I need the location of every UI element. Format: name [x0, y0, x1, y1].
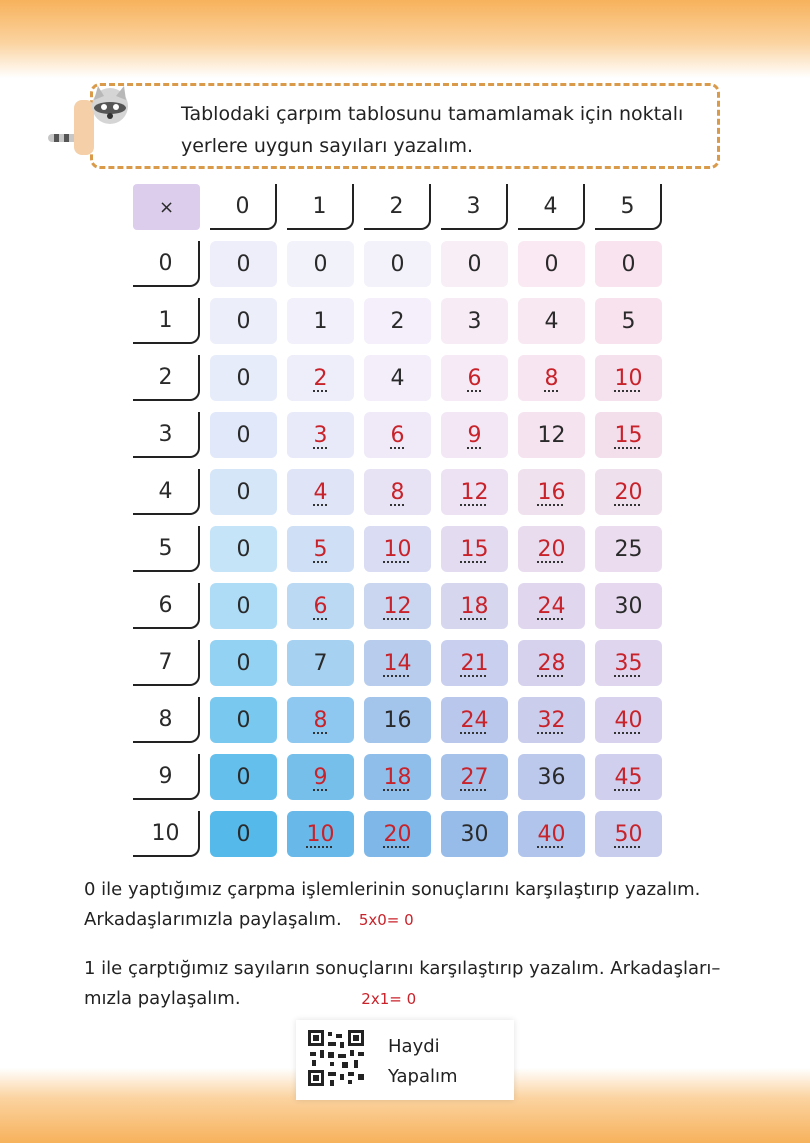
question-1-line-2: Arkadaşlarımızla paylaşalım. — [84, 909, 342, 930]
table-cell: 0 — [210, 754, 277, 800]
column-header: 0 — [210, 184, 277, 230]
filled-answer-cell: 20 — [595, 469, 662, 515]
qr-label-line-2: Yapalım — [388, 1066, 458, 1087]
question-2-line-2: mızla paylaşalım. — [84, 988, 241, 1009]
filled-answer-cell: 6 — [441, 355, 508, 401]
filled-answer-cell: 4 — [287, 469, 354, 515]
row-header: 6 — [133, 583, 200, 629]
filled-answer-cell: 6 — [364, 412, 431, 458]
filled-answer-cell: 8 — [518, 355, 585, 401]
column-header: 4 — [518, 184, 585, 230]
qr-label — [388, 1032, 458, 1092]
filled-answer-cell: 12 — [441, 469, 508, 515]
table-cell: 4 — [364, 355, 431, 401]
column-header: 5 — [595, 184, 662, 230]
question-2-answer: 2x1= 0 — [361, 990, 417, 1008]
row-header: 9 — [133, 754, 200, 800]
table-cell: 3 — [441, 298, 508, 344]
table-cell: 0 — [210, 526, 277, 572]
qr-code-icon[interactable] — [306, 1028, 366, 1088]
table-cell: 5 — [595, 298, 662, 344]
question-2-line-1: 1 ile çarptığımız sayıların sonuçlarını karşılaştırıp yazalım. Arkadaşları– — [84, 958, 721, 979]
table-cell: 12 — [518, 412, 585, 458]
table-corner-cell: × — [133, 184, 200, 230]
filled-answer-cell: 3 — [287, 412, 354, 458]
filled-answer-cell: 40 — [595, 697, 662, 743]
table-cell: 36 — [518, 754, 585, 800]
filled-answer-cell: 21 — [441, 640, 508, 686]
instruction-text: Tablodaki çarpım tablosunu tamamlamak için noktalı yerlere uygun sayıları yazalım. — [181, 103, 684, 157]
row-header: 0 — [133, 241, 200, 287]
filled-answer-cell: 24 — [441, 697, 508, 743]
table-cell: 0 — [210, 583, 277, 629]
row-header: 5 — [133, 526, 200, 572]
row-header: 3 — [133, 412, 200, 458]
raccoon-mascot-icon — [40, 82, 132, 162]
row-header: 2 — [133, 355, 200, 401]
table-cell: 0 — [441, 241, 508, 287]
filled-answer-cell: 24 — [518, 583, 585, 629]
table-cell: 16 — [364, 697, 431, 743]
filled-answer-cell: 8 — [287, 697, 354, 743]
filled-answer-cell: 40 — [518, 811, 585, 857]
row-header: 1 — [133, 298, 200, 344]
table-cell: 0 — [287, 241, 354, 287]
filled-answer-cell: 32 — [518, 697, 585, 743]
row-header: 8 — [133, 697, 200, 743]
column-header: 3 — [441, 184, 508, 230]
filled-answer-cell: 18 — [441, 583, 508, 629]
row-header: 4 — [133, 469, 200, 515]
table-cell: 30 — [441, 811, 508, 857]
table-cell: 0 — [518, 241, 585, 287]
table-cell: 0 — [210, 412, 277, 458]
filled-answer-cell: 20 — [364, 811, 431, 857]
filled-answer-cell: 14 — [364, 640, 431, 686]
table-cell: 7 — [287, 640, 354, 686]
table-cell: 0 — [210, 697, 277, 743]
filled-answer-cell: 5 — [287, 526, 354, 572]
qr-label-line-1: Haydi — [388, 1036, 440, 1057]
question-1 — [84, 875, 724, 935]
table-cell: 0 — [210, 298, 277, 344]
filled-answer-cell: 8 — [364, 469, 431, 515]
filled-answer-cell: 10 — [364, 526, 431, 572]
table-cell: 0 — [210, 241, 277, 287]
table-cell: 30 — [595, 583, 662, 629]
table-cell: 0 — [210, 469, 277, 515]
filled-answer-cell: 28 — [518, 640, 585, 686]
filled-answer-cell: 15 — [595, 412, 662, 458]
table-cell: 0 — [210, 355, 277, 401]
table-cell: 4 — [518, 298, 585, 344]
table-cell: 1 — [287, 298, 354, 344]
filled-answer-cell: 10 — [287, 811, 354, 857]
table-cell: 0 — [364, 241, 431, 287]
filled-answer-cell: 9 — [441, 412, 508, 458]
filled-answer-cell: 12 — [364, 583, 431, 629]
filled-answer-cell: 15 — [441, 526, 508, 572]
filled-answer-cell: 20 — [518, 526, 585, 572]
table-cell: 25 — [595, 526, 662, 572]
table-cell: 0 — [210, 640, 277, 686]
question-2 — [84, 954, 724, 1014]
filled-answer-cell: 18 — [364, 754, 431, 800]
filled-answer-cell: 16 — [518, 469, 585, 515]
row-header: 7 — [133, 640, 200, 686]
filled-answer-cell: 45 — [595, 754, 662, 800]
filled-answer-cell: 9 — [287, 754, 354, 800]
table-cell: 0 — [595, 241, 662, 287]
question-1-line-2-wrap — [84, 905, 724, 935]
filled-answer-cell: 2 — [287, 355, 354, 401]
filled-answer-cell: 35 — [595, 640, 662, 686]
filled-answer-cell: 10 — [595, 355, 662, 401]
question-1-answer: 5x0= 0 — [358, 911, 414, 929]
column-header: 1 — [287, 184, 354, 230]
instruction-box — [90, 83, 720, 169]
filled-answer-cell: 50 — [595, 811, 662, 857]
table-cell: 2 — [364, 298, 431, 344]
question-1-line-1: 0 ile yaptığımız çarpma işlemlerinin sonuçlarını karşılaştırıp yazalım. — [84, 879, 701, 900]
column-header: 2 — [364, 184, 431, 230]
row-header: 10 — [133, 811, 200, 857]
question-2-line-2-wrap — [84, 984, 724, 1014]
top-decorative-band — [0, 0, 810, 78]
haydi-yapalim-box[interactable] — [296, 1020, 514, 1100]
table-cell: 0 — [210, 811, 277, 857]
filled-answer-cell: 27 — [441, 754, 508, 800]
filled-answer-cell: 6 — [287, 583, 354, 629]
